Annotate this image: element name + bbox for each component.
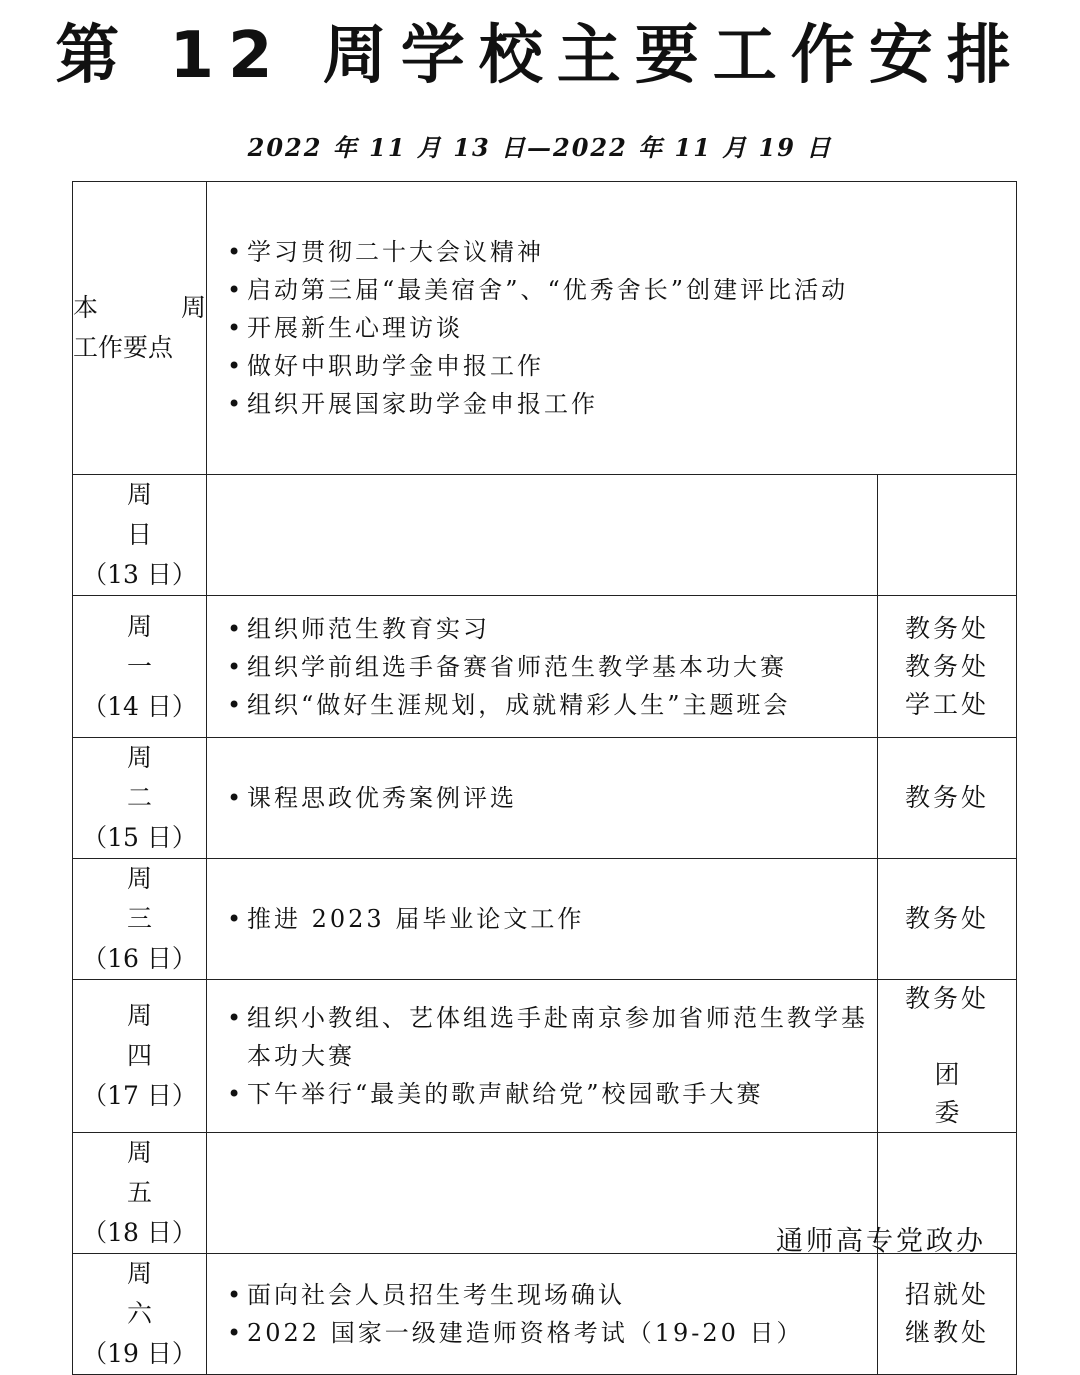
day-label — [73, 859, 207, 980]
day-items-list — [207, 779, 877, 817]
day-label — [73, 738, 207, 859]
key-points-list — [207, 233, 1016, 423]
key-point-item: • 开展新生心理访谈 — [225, 309, 1010, 347]
department: 学工处 — [905, 689, 990, 719]
department: 教务处 — [905, 984, 990, 1013]
dept-list — [878, 610, 1016, 724]
list-item: • 面向社会人员招生考生现场确认 — [225, 1276, 871, 1314]
key-point-item: • 组织开展国家助学金申报工作 — [225, 385, 1010, 423]
day-items-cell — [207, 859, 878, 980]
date-range: 2022 年 11 月 13 日—2022 年 11 月 19 日 — [247, 133, 833, 162]
day-name: 周六 — [126, 1259, 182, 1328]
department: 团委 — [934, 1060, 990, 1127]
day-dept-cell — [878, 475, 1017, 596]
key-point-item: • 学习贯彻二十大会议精神 — [225, 233, 1010, 271]
department: 教务处 — [905, 904, 990, 933]
list-item: • 2022 国家一级建造师资格考试（19-20 日） — [225, 1314, 871, 1352]
list-item: • 组织小教组、艺体组选手赴南京参加省师范生教学基本功大赛 — [225, 999, 871, 1075]
list-item: • 组织学前组选手备赛省师范生教学基本功大赛 — [225, 648, 871, 686]
day-name: 周四 — [126, 1001, 182, 1070]
day-items-list — [207, 900, 877, 938]
key-points-label-line1: 本 周 — [73, 293, 206, 322]
dept-list — [878, 1276, 1016, 1352]
list-item: • 下午举行“最美的歌声献给党”校园歌手大赛 — [225, 1075, 871, 1113]
dept-list — [878, 900, 1016, 938]
department: 招就处 — [905, 1280, 990, 1309]
day-name: 周三 — [126, 864, 182, 933]
day-date: （17 日） — [82, 1081, 197, 1110]
dept-list — [878, 779, 1016, 817]
day-dept-cell — [878, 980, 1017, 1133]
key-point-item: • 启动第三届“最美宿舍”、“优秀舍长”创建评比活动 — [225, 271, 1010, 309]
day-items-cell — [207, 738, 878, 859]
dept-list — [878, 980, 1016, 1132]
list-item: • 组织“做好生涯规划，成就精彩人生”主题班会 — [225, 686, 871, 724]
day-name: 周一 — [126, 611, 182, 681]
day-name: 周日 — [126, 480, 182, 549]
day-row-saturday — [73, 1254, 1017, 1375]
day-items-cell — [207, 1254, 878, 1375]
department: 教务处 — [905, 783, 990, 812]
day-label — [73, 596, 207, 738]
day-items-list — [207, 999, 877, 1113]
day-items-list — [207, 1276, 877, 1352]
department: 教务处 — [905, 613, 990, 643]
day-dept-cell — [878, 859, 1017, 980]
spacer — [878, 1018, 1016, 1056]
page-title: 第 12 周学校主要工作安排 — [55, 19, 1025, 93]
department: 教务处 — [905, 651, 990, 681]
day-date: （16 日） — [82, 944, 197, 973]
day-date: （18 日） — [82, 1218, 197, 1247]
day-row-thursday — [73, 980, 1017, 1133]
day-name: 周二 — [126, 743, 182, 812]
day-label — [73, 1254, 207, 1375]
day-items-cell — [207, 475, 878, 596]
day-dept-cell — [878, 1254, 1017, 1375]
day-items-cell — [207, 980, 878, 1133]
key-points-cell — [207, 182, 1017, 475]
day-date: （13 日） — [82, 560, 197, 589]
list-item: • 推进 2023 届毕业论文工作 — [225, 900, 871, 938]
day-row-monday — [73, 596, 1017, 738]
key-points-row — [73, 182, 1017, 475]
day-dept-cell — [878, 738, 1017, 859]
day-label — [73, 1133, 207, 1254]
list-item: • 课程思政优秀案例评选 — [225, 779, 871, 817]
day-date: （19 日） — [82, 1339, 197, 1368]
issuer-signature: 通师高专党政办 — [776, 1226, 986, 1257]
day-label — [73, 980, 207, 1133]
day-row-sunday — [73, 475, 1017, 596]
day-date: （14 日） — [82, 691, 197, 721]
schedule-table — [72, 181, 1017, 1375]
key-point-item: • 做好中职助学金申报工作 — [225, 347, 1010, 385]
day-row-tuesday — [73, 738, 1017, 859]
key-points-label — [73, 182, 207, 475]
day-dept-cell — [878, 596, 1017, 738]
day-items-list — [207, 610, 877, 724]
day-date: （15 日） — [82, 823, 197, 852]
key-points-label-line2: 工作要点 — [73, 333, 174, 362]
day-row-wednesday — [73, 859, 1017, 980]
department: 继教处 — [905, 1318, 990, 1347]
day-name: 周五 — [126, 1138, 182, 1207]
day-items-cell — [207, 596, 878, 738]
day-label — [73, 475, 207, 596]
list-item: • 组织师范生教育实习 — [225, 610, 871, 648]
